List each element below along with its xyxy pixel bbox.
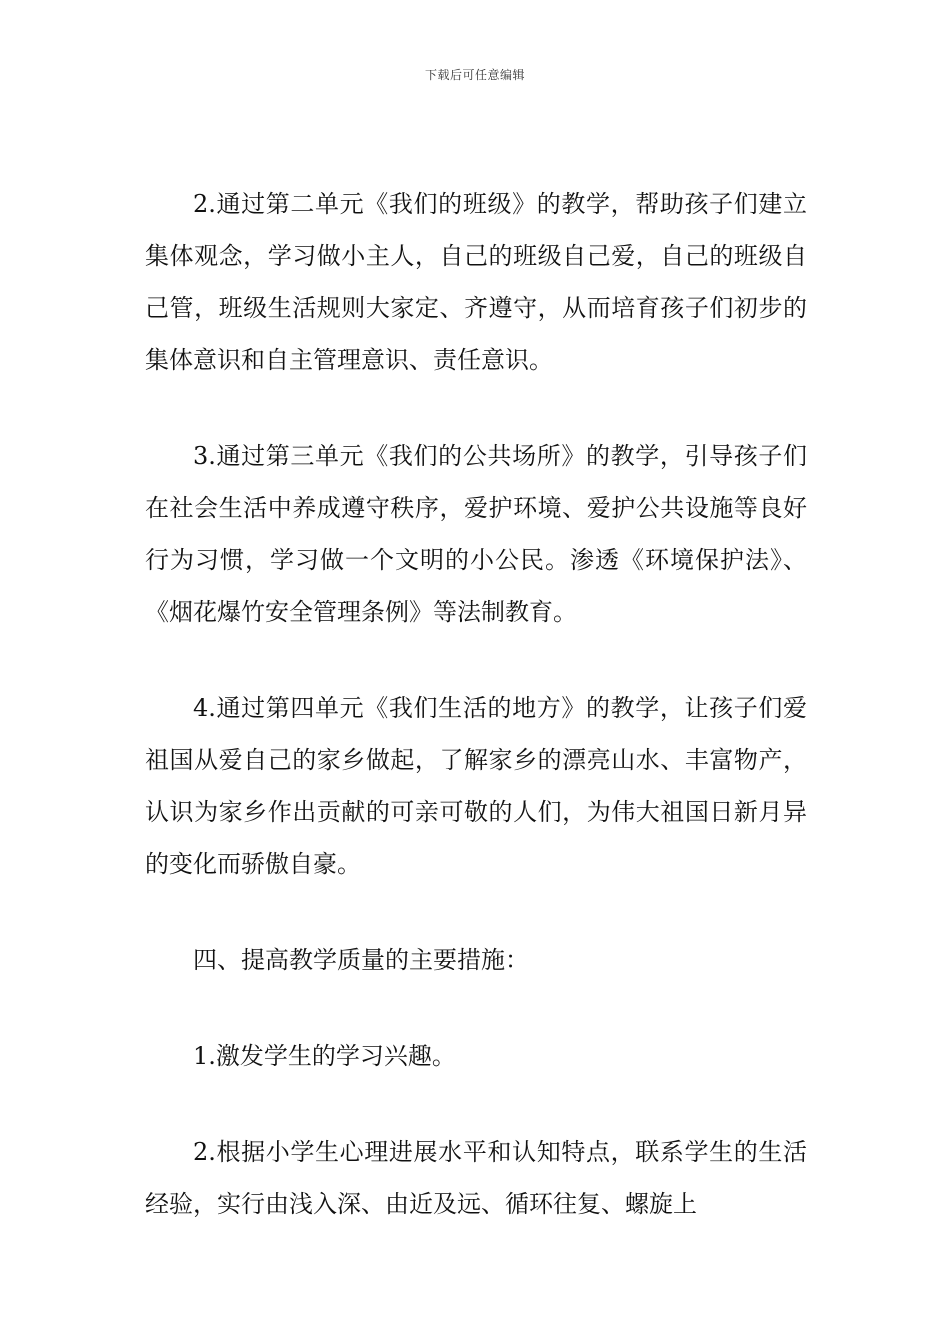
paragraph-unit-three: 3.通过第三单元《我们的公共场所》的教学，引导孩子们在社会生活中养成遵守秩序，爱护环境、爱护公共设施等良好行为习惯，学习做一个文明的小公民。渗透《环境保护法》、《烟花爆竹安全管理条例》等法制教育。: [145, 442, 807, 626]
document-body: [145, 178, 807, 1230]
paragraph-unit-four: 4.通过第四单元《我们生活的地方》的教学，让孩子们爱祖国从爱自己的家乡做起，了解家乡的漂亮山水、丰富物产，认识为家乡作出贡献的可亲可敬的人们，为伟大祖国日新月异的变化而骄傲自豪。: [145, 694, 807, 878]
page-header: 下载后可任意编辑: [424, 68, 525, 82]
section-heading-measures: 四、提高教学质量的主要措施：: [193, 946, 529, 974]
paragraph-measure-one: 1.激发学生的学习兴趣。: [193, 1042, 456, 1070]
paragraph-unit-two: 2.通过第二单元《我们的班级》的教学，帮助孩子们建立集体观念，学习做小主人，自己的班级自己爱，自己的班级自己管，班级生活规则大家定、齐遵守，从而培育孩子们初步的集体意识和自主管理意识、责任意识。: [145, 190, 807, 374]
paragraph-measure-two: 2.根据小学生心理进展水平和认知特点，联系学生的生活经验，实行由浅入深、由近及远、循环往复、螺旋上: [145, 1138, 807, 1218]
